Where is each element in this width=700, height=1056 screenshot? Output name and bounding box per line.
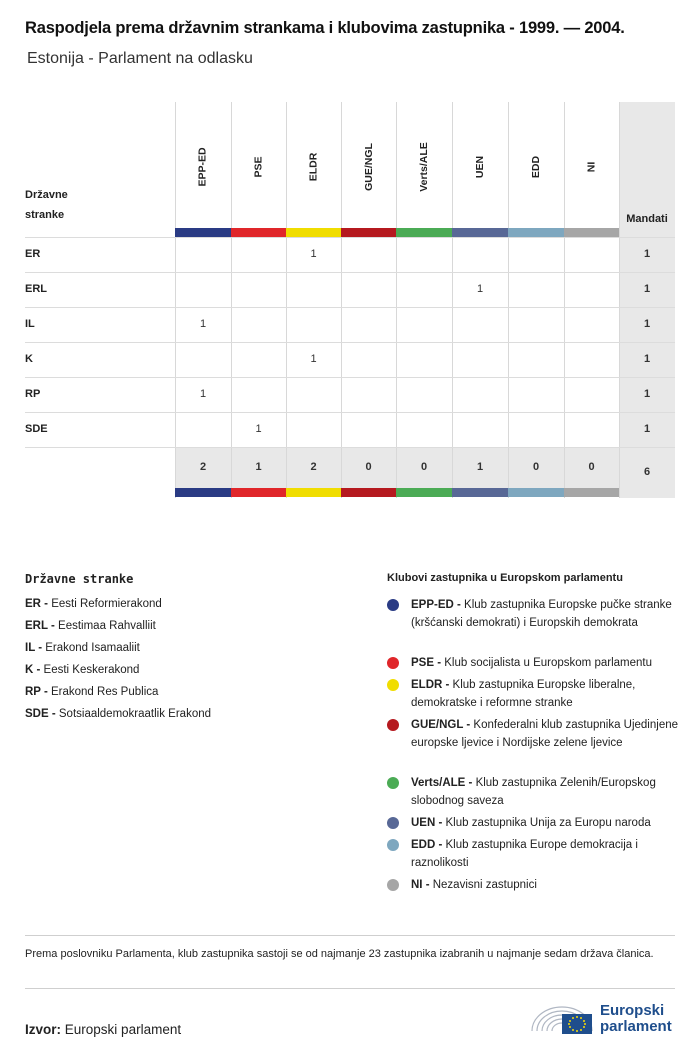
row-divider (25, 272, 675, 273)
legend-party-name: Erakond Isamaaliit (45, 642, 140, 654)
legend-group-text (411, 836, 687, 872)
group-color-strip-top (564, 228, 619, 237)
row-party-label: ERL (25, 283, 47, 295)
column-total: 0 (365, 461, 372, 473)
source-label: Izvor: (25, 1022, 62, 1037)
table-cell: 1 (310, 248, 317, 260)
group-color-strip-bottom (175, 488, 231, 497)
source-value: Europski parlament (64, 1022, 182, 1037)
column-total: 0 (532, 461, 540, 473)
group-header-label: EDD (529, 155, 542, 179)
legend-group-text (411, 596, 687, 632)
group-color-strip-bottom (286, 488, 341, 497)
row-total: 1 (643, 353, 651, 365)
legend-group-abbr: GUE/NGL - (411, 719, 471, 731)
group-color-strip-bottom (452, 488, 508, 497)
row-divider (25, 342, 675, 343)
group-color-strip-top (286, 228, 341, 237)
legend-dot-icon (387, 839, 399, 851)
legend-party-name: Eesti Keskerakond (43, 664, 140, 676)
group-header-label: GUE/NGL (362, 143, 375, 191)
legend-group-item (387, 876, 687, 894)
legend-group-item (387, 596, 687, 632)
legend-group-text (411, 876, 687, 894)
hemicycle-icon (528, 997, 598, 1039)
legend-group-name: Klub zastupnika Europske liberalne, demokratske i reformne stranke (411, 679, 636, 709)
group-color-strip-top (396, 228, 452, 237)
legend-party-abbr: IL - (25, 642, 43, 654)
row-header-line-1: Državne (25, 189, 68, 201)
legend-group-abbr: PSE - (411, 657, 442, 669)
legend-group-item (387, 774, 687, 810)
column-total: 1 (255, 461, 262, 473)
legend-dot-icon (387, 679, 399, 691)
row-header-line-2: stranke (25, 209, 65, 221)
legend-group-text (411, 774, 687, 810)
page-subtitle: Estonija - Parlament na odlasku (27, 50, 253, 67)
mandati-column-bg (619, 102, 675, 498)
legend-group-name: Konfederalni klub zastupnika Ujedinjene europske ljevice i Nordijske zelene ljevice (411, 719, 679, 749)
legend-group-item (387, 836, 687, 872)
column-total: 1 (476, 461, 484, 473)
legend-group-abbr: NI - (411, 879, 430, 891)
legend-party-abbr: RP - (25, 686, 48, 698)
divider-top (25, 935, 675, 936)
legend-group-name: Klub zastupnika Zelenih/Europskog slobodnog saveza (411, 777, 656, 807)
footnote: Prema poslovniku Parlamenta, klub zastupnika sastoji se od najmanje 23 zastupnika izabranih u najmanje sedam država članica. (25, 948, 654, 960)
group-header-ni (564, 112, 619, 222)
legend-group-name: Nezavisni zastupnici (432, 879, 537, 891)
legend-group-name: Klub socijalista u Europskom parlamentu (444, 657, 652, 669)
row-total: 1 (643, 388, 651, 400)
legend-group-abbr: Verts/ALE - (411, 777, 473, 789)
column-total: 2 (310, 461, 317, 473)
group-header-eldr (286, 112, 341, 222)
legend-party-item (25, 598, 162, 610)
row-party-label: SDE (25, 423, 48, 435)
legend-party-name: Eesti Reformierakond (51, 598, 162, 610)
group-header-edd (508, 112, 564, 222)
legend-group-name: Klub zastupnika Europske pučke stranke (kršćanski demokrati) i Europskih demokrata (411, 599, 672, 629)
legend-group-abbr: UEN - (411, 817, 443, 829)
group-header-guengl (341, 112, 396, 222)
group-header-label: PSE (252, 156, 265, 178)
legend-party-abbr: ER - (25, 598, 48, 610)
row-total: 1 (643, 283, 651, 295)
table-cell: 1 (476, 283, 484, 295)
legend-party-item (25, 686, 158, 698)
legend-dot-icon (387, 657, 399, 669)
row-party-label: ER (25, 248, 41, 260)
legend-party-name: Erakond Res Publica (51, 686, 159, 698)
group-color-strip-top (452, 228, 508, 237)
row-party-label: IL (25, 318, 35, 330)
legend-party-item (25, 620, 156, 632)
group-header-label: EPP-ED (197, 147, 209, 187)
grand-total: 6 (643, 466, 651, 478)
legend-dot-icon (387, 777, 399, 789)
group-color-strip-bottom (231, 488, 286, 497)
row-total: 1 (643, 423, 651, 435)
legend-group-text (411, 814, 687, 832)
group-header-label: NI (585, 161, 598, 173)
mandati-header: Mandati (626, 213, 668, 225)
source-line (25, 1022, 181, 1037)
group-color-strip-top (508, 228, 564, 237)
legend-group-text (411, 716, 687, 752)
legend-dot-icon (387, 719, 399, 731)
row-divider (25, 412, 675, 413)
divider-bottom (25, 988, 675, 989)
group-header-vertsale (396, 112, 452, 222)
legend-party-item (25, 708, 211, 720)
legend-group-item (387, 654, 687, 672)
group-header-uen (452, 112, 508, 222)
group-header-label: Verts/ALE (417, 142, 430, 192)
legend-group-name: Klub zastupnika Europe demokracija i raznolikosti (411, 839, 638, 869)
legend-group-abbr: EPP-ED - (411, 599, 461, 611)
group-color-strip-top (175, 228, 231, 237)
group-header-label: ELDR (307, 152, 320, 182)
legend-group-abbr: EDD - (411, 839, 443, 851)
legend-dot-icon (387, 817, 399, 829)
legend-party-abbr: SDE - (25, 708, 56, 720)
legend-dot-icon (387, 599, 399, 611)
group-color-strip-bottom (341, 488, 396, 497)
column-separator (619, 102, 620, 498)
legend-parties-title: Državne stranke (25, 572, 134, 586)
row-party-label: K (25, 353, 33, 365)
group-color-strip-top (341, 228, 396, 237)
legend-group-text (411, 676, 687, 712)
row-divider (25, 447, 675, 448)
row-divider (25, 237, 675, 238)
column-total: 2 (199, 461, 207, 473)
group-header-label: UEN (473, 155, 486, 179)
column-total: 0 (420, 461, 428, 473)
legend-group-abbr: ELDR - (411, 679, 450, 691)
logo-text (600, 1003, 672, 1035)
legend-dot-icon (387, 879, 399, 891)
table-cell: 1 (310, 353, 317, 365)
row-total: 1 (643, 248, 651, 260)
page-title: Raspodjela prema državnim strankama i klubovima zastupnika - 1999. — 2004. (25, 19, 625, 37)
group-color-strip-bottom (508, 488, 564, 497)
legend-group-item (387, 814, 687, 832)
group-header-epped (175, 112, 231, 222)
legend-party-abbr: ERL - (25, 620, 55, 632)
legend-party-name: Sotsiaaldemokraatlik Erakond (58, 708, 212, 720)
table-cell: 1 (199, 318, 207, 330)
logo-line-1: Europski (600, 1002, 665, 1019)
table-cell: 1 (255, 423, 262, 435)
legend-group-name: Klub zastupnika Unija za Europu naroda (445, 817, 651, 829)
row-party-label: RP (25, 388, 41, 400)
legend-group-item (387, 676, 687, 712)
group-color-strip-top (231, 228, 286, 237)
legend-party-name: Eestimaa Rahvalliit (58, 620, 156, 632)
row-divider (25, 307, 675, 308)
column-total: 0 (588, 461, 595, 473)
table-cell: 1 (199, 388, 207, 400)
row-divider (25, 377, 675, 378)
legend-party-item (25, 642, 140, 654)
row-total: 1 (643, 318, 651, 330)
legend-groups-title: Klubovi zastupnika u Europskom parlamentu (387, 572, 623, 584)
legend-group-item (387, 716, 687, 752)
group-color-strip-bottom (564, 488, 619, 497)
group-color-strip-bottom (396, 488, 452, 497)
legend-group-text (411, 654, 687, 672)
logo-line-2: parlament (600, 1018, 672, 1035)
group-header-pse (231, 112, 286, 222)
legend-party-item (25, 664, 139, 676)
legend-party-abbr: K - (25, 664, 41, 676)
